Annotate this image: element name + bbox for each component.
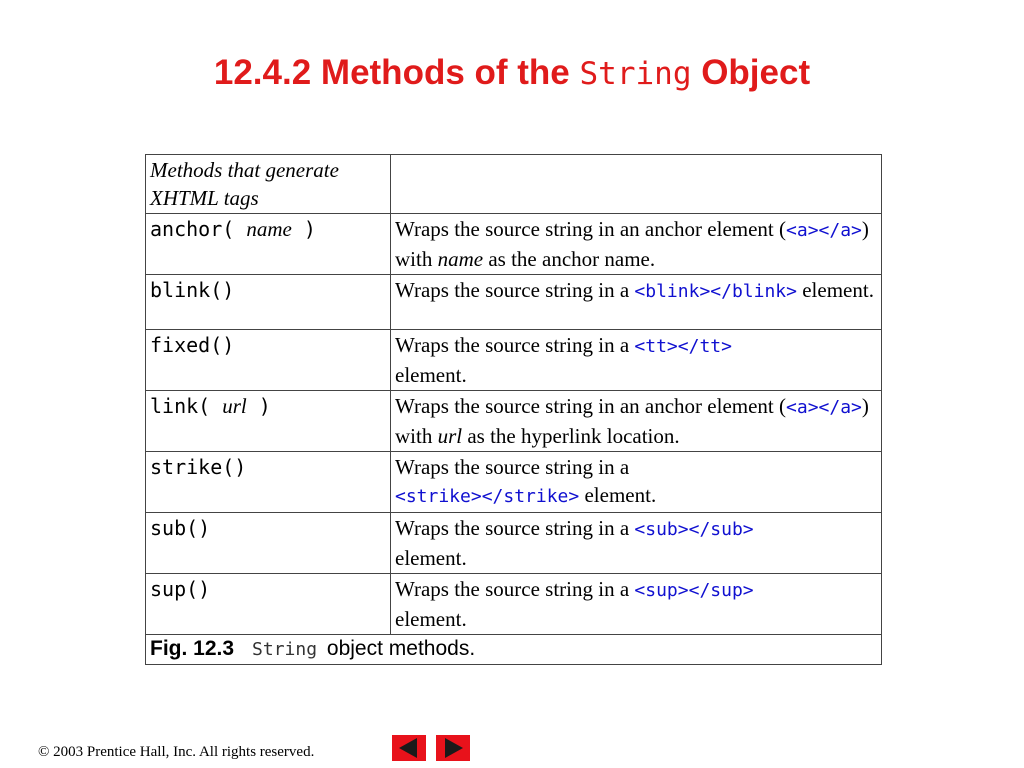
desc-tag: <a></a> xyxy=(786,397,862,418)
table-header-row xyxy=(146,155,882,214)
method-name: fixed() xyxy=(150,333,235,357)
right-arrow-icon xyxy=(445,738,463,758)
desc-tag: <strike></strike> xyxy=(395,486,580,507)
description-cell xyxy=(391,452,882,513)
desc-text: element. xyxy=(796,278,874,302)
desc-text: element. xyxy=(395,546,467,570)
desc-italic: name xyxy=(437,247,484,271)
table-caption-row xyxy=(146,635,882,665)
next-slide-button[interactable] xyxy=(436,735,470,761)
method-arg: url xyxy=(222,394,247,418)
left-arrow-icon xyxy=(399,738,417,758)
desc-text: Wraps the source string in a xyxy=(395,516,635,540)
description-cell xyxy=(391,574,882,635)
table-row xyxy=(146,391,882,452)
table-header-cell: Methods that generate XHTML tags xyxy=(146,155,391,214)
desc-text: ) with xyxy=(395,217,869,271)
desc-text: ) with xyxy=(395,394,869,448)
method-name: strike() xyxy=(150,455,247,479)
method-cell xyxy=(146,275,391,330)
desc-text: Wraps the source string in a xyxy=(395,278,635,302)
method-name: sup() xyxy=(150,577,211,601)
desc-tag: <tt></tt> xyxy=(634,336,732,357)
desc-text: Wraps the source string in an anchor element ( xyxy=(395,394,787,418)
description-cell xyxy=(391,513,882,574)
table-row xyxy=(146,574,882,635)
table-row xyxy=(146,275,882,330)
title-prefix: 12.4.2 Methods of the xyxy=(213,53,580,92)
table-row xyxy=(146,214,882,275)
method-cell xyxy=(146,214,391,275)
method-cell xyxy=(146,574,391,635)
method-name: anchor( xyxy=(150,217,247,241)
method-name: link( xyxy=(150,394,223,418)
figure-label: Fig. 12.3 xyxy=(150,637,235,660)
method-close: ) xyxy=(291,217,316,241)
method-name: sub() xyxy=(150,516,211,540)
method-cell xyxy=(146,391,391,452)
desc-text: as the hyperlink location. xyxy=(462,424,680,448)
method-close: ) xyxy=(246,394,271,418)
desc-text: element. xyxy=(579,483,657,507)
copyright-footer: © 2003 Prentice Hall, Inc. All rights reserved. xyxy=(38,744,315,760)
method-name: blink() xyxy=(150,278,235,302)
method-arg: name xyxy=(246,217,292,241)
table-header-empty-cell xyxy=(391,155,882,214)
desc-text: as the anchor name. xyxy=(483,247,656,271)
description-cell xyxy=(391,275,882,330)
table-row xyxy=(146,513,882,574)
table-row xyxy=(146,452,882,513)
method-cell xyxy=(146,513,391,574)
desc-tag: <a></a> xyxy=(786,220,862,241)
method-cell xyxy=(146,452,391,513)
table-row xyxy=(146,330,882,391)
desc-italic: url xyxy=(437,424,463,448)
caption-code: String xyxy=(252,639,318,660)
description-cell xyxy=(391,330,882,391)
desc-text: Wraps the source string in a xyxy=(395,455,630,479)
slide-title xyxy=(0,52,1024,95)
desc-text: Wraps the source string in an anchor element ( xyxy=(395,217,787,241)
figure-caption xyxy=(146,635,882,665)
previous-slide-button[interactable] xyxy=(392,735,426,761)
method-cell xyxy=(146,330,391,391)
title-suffix: Object xyxy=(691,53,811,92)
methods-table xyxy=(145,154,882,665)
desc-text: element. xyxy=(395,607,467,631)
description-cell xyxy=(391,391,882,452)
caption-text: object methods. xyxy=(321,637,476,660)
desc-tag: <sup></sup> xyxy=(634,580,754,601)
desc-tag: <blink></blink> xyxy=(634,281,797,302)
desc-text: element. xyxy=(395,363,467,387)
desc-tag: <sub></sub> xyxy=(634,519,754,540)
desc-text: Wraps the source string in a xyxy=(395,333,635,357)
title-code: String xyxy=(579,56,692,92)
desc-text: Wraps the source string in a xyxy=(395,577,635,601)
description-cell xyxy=(391,214,882,275)
